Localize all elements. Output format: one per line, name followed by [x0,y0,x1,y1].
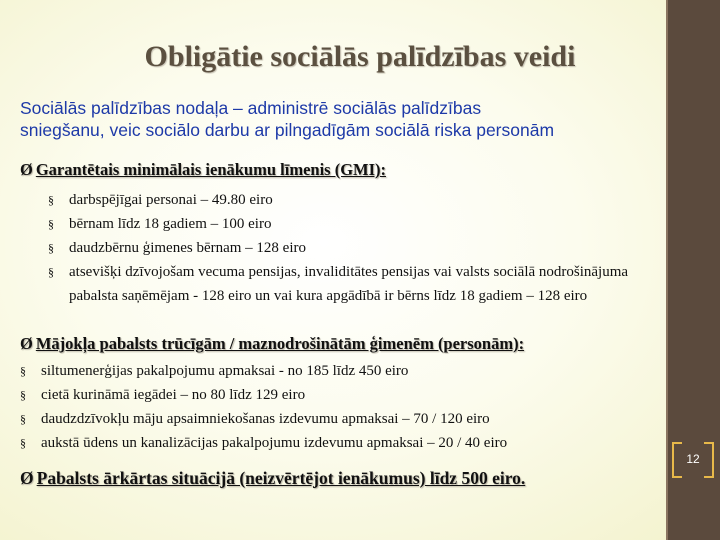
page-number: 12 [666,442,720,476]
list-item [48,188,663,212]
gmi-list [48,188,663,308]
square-bullet-icon: § [48,217,54,231]
intro-line-2: sniegšanu, veic sociālo darbu ar pilngadīgām sociālā riska personām [20,120,555,140]
arrow-bullet-icon: Ø [20,334,33,353]
section-heading-emergency-text: Pabalsts ārkārtas situācijā (neizvērtējot ienākumus) līdz 500 eiro. [36,468,526,488]
list-item-text: bērnam līdz 18 gadiem – 100 eiro [69,216,272,232]
list-item [48,236,663,260]
list-item [20,383,660,407]
list-item-text: siltumenerģijas pakalpojumu apmaksai - no 185 līdz 450 eiro [41,363,409,379]
section-heading-housing-text: Mājokļa pabalsts trūcīgām / maznodrošinātām ģimenēm (personām): [35,334,525,353]
list-item [20,431,660,455]
list-item-text: atsevišķi dzīvojošam vecuma pensijas, invaliditātes pensijas vai valsts sociālā nodrošinājuma pabalsta saņēmējam - 128 eiro un vai kura apgādībā ir bērns līdz 18 gadiem – 128 eiro [69,264,629,304]
intro-text [20,97,670,141]
arrow-bullet-icon: Ø [20,468,34,488]
list-item [20,359,660,383]
list-item-text: cietā kurināmā iegādei – no 80 līdz 129 eiro [41,387,306,403]
square-bullet-icon: § [48,265,54,279]
list-item [48,260,663,308]
arrow-bullet-icon: Ø [20,160,33,179]
section-heading-gmi-text: Garantētais minimālais ienākumu līmenis (GMI): [35,160,387,179]
list-item [20,407,660,431]
housing-list [20,359,660,455]
intro-line-1: Sociālās palīdzības nodaļa – administrē sociālās palīdzības [20,98,482,118]
section-heading-emergency [20,468,525,489]
square-bullet-icon: § [20,388,26,402]
list-item [48,212,663,236]
square-bullet-icon: § [20,364,26,378]
section-heading-gmi [20,160,386,180]
slide-title: Obligātie sociālās palīdzības veidi [144,40,576,73]
list-item-text: daudzbērnu ģimenes bērnam – 128 eiro [69,240,307,256]
section-heading-housing [20,334,524,354]
square-bullet-icon: § [48,241,54,255]
square-bullet-icon: § [20,412,26,426]
list-item-text: darbspējīgai personai – 49.80 eiro [69,192,273,208]
list-item-text: daudzdzīvokļu māju apsaimniekošanas izdevumu apmaksai – 70 / 120 eiro [41,411,490,427]
square-bullet-icon: § [20,436,26,450]
square-bullet-icon: § [48,193,54,207]
list-item-text: aukstā ūdens un kanalizācijas pakalpojumu izdevumu apmaksai – 20 / 40 eiro [41,435,508,451]
